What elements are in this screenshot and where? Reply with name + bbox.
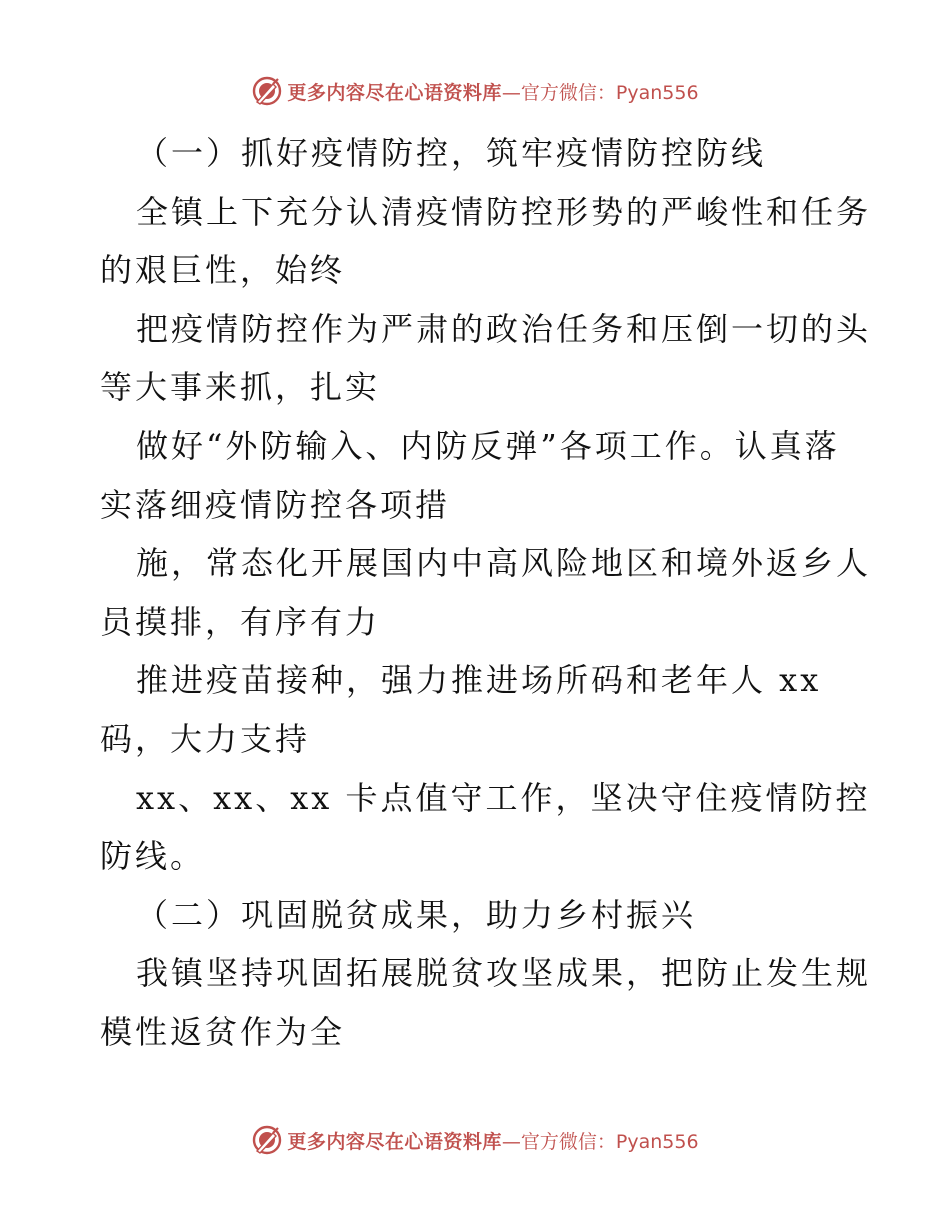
pen-logo-icon <box>251 1124 283 1156</box>
text-line: 施，常态化开展国内中高风险地区和境外返乡人 <box>136 544 872 583</box>
footer-watermark <box>0 1120 950 1160</box>
watermark-contact-text: —官方微信：Pyan556 <box>501 81 699 104</box>
text-line: （一）抓好疫情防控，筑牢疫情防控防线 <box>136 134 767 172</box>
text-line: 推进疫苗接种，强力推进场所码和老年人 xx <box>136 661 822 700</box>
text-line: 我镇坚持巩固拓展脱贫攻坚成果，把防止发生规 <box>136 954 872 993</box>
header-watermark <box>0 71 950 111</box>
text-line: （二）巩固脱贫成果，助力乡村振兴 <box>136 895 697 934</box>
text-line: 模性返贫作为全 <box>100 1012 346 1051</box>
text-line: 把疫情防控作为严肃的政治任务和压倒一切的头 <box>136 309 872 348</box>
text-line: xx、xx、xx 卡点值守工作，坚决守住疫情防控 <box>136 778 871 817</box>
watermark-main-text: 更多内容尽在心语资料库 <box>287 1130 502 1153</box>
watermark-main-text: 更多内容尽在心语资料库 <box>287 81 502 104</box>
text-line: 的艰巨性，始终 <box>100 251 346 290</box>
text-line: 做好“外防输入、内防反弹”各项工作。认真落 <box>136 426 840 465</box>
document-body <box>100 124 872 1062</box>
text-line: 员摸排，有序有力 <box>100 602 381 641</box>
text-line: 全镇上下充分认清疫情防控形势的严峻性和任务 <box>136 192 872 231</box>
text-line: 等大事来抓，扎实 <box>100 368 381 407</box>
text-line: 码，大力支持 <box>100 719 311 758</box>
watermark-contact-text: —官方微信：Pyan556 <box>501 1130 699 1153</box>
text-line: 实落细疫情防控各项措 <box>100 485 451 524</box>
pen-logo-icon <box>251 75 283 107</box>
text-line: 防线。 <box>100 837 206 876</box>
